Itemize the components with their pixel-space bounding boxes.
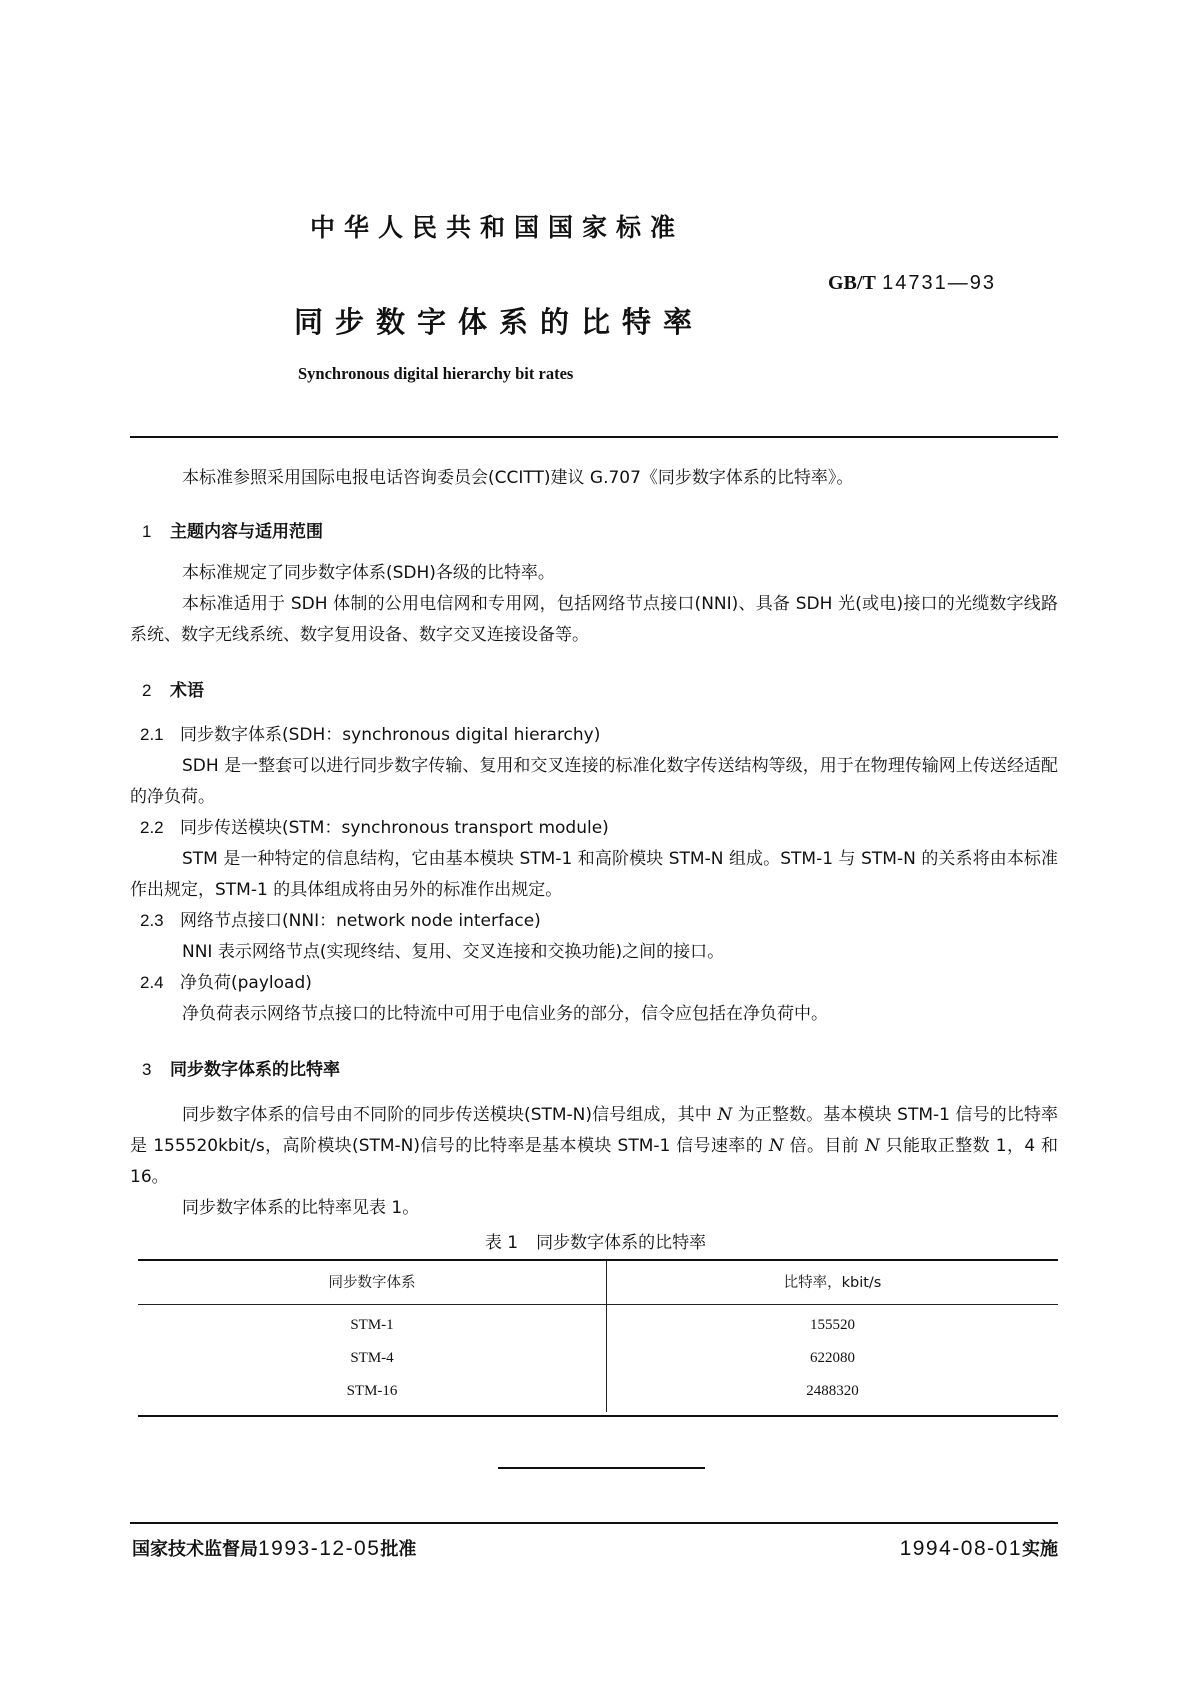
section-3-heading xyxy=(142,1055,340,1080)
table-cell-bitrate: 155520 xyxy=(810,1316,855,1333)
subsection-2-1-text: SDH 是一整套可以进行同步数字传输、复用和交叉连接的标准化数字传送结构等级，用于在物理传输网上传送经适配的净负荷。 xyxy=(130,756,1058,807)
variable-n: N xyxy=(717,1105,733,1125)
table-row xyxy=(138,1304,1058,1340)
issuing-organization: 中华人民共和国国家标准 xyxy=(310,213,685,242)
effective-line xyxy=(900,1535,1058,1561)
section-title: 术语 xyxy=(170,681,204,701)
table-row xyxy=(138,1376,1058,1412)
section-2-heading xyxy=(142,676,204,701)
effective-label: 实施 xyxy=(1022,1539,1058,1560)
subsection-title: 同步传送模块(STM：synchronous transport module) xyxy=(180,818,609,838)
subsection-2-2-heading xyxy=(140,813,609,838)
subsection-number: 2.1 xyxy=(140,725,164,744)
subsection-title: 网络节点接口(NNI：network node interface) xyxy=(180,911,541,931)
document-title-chinese: 同步数字体系的比特率 xyxy=(294,305,705,339)
subsection-2-3-heading xyxy=(140,906,541,931)
subsection-title: 净负荷(payload) xyxy=(180,973,312,993)
footer-divider xyxy=(130,1522,1058,1524)
subsection-2-4-heading xyxy=(140,968,312,993)
subsection-number: 2.2 xyxy=(140,818,164,837)
table-cell-level: STM-16 xyxy=(138,1376,607,1412)
variable-n: N xyxy=(864,1136,880,1156)
standard-code xyxy=(828,270,996,295)
effective-date: 1994-08-01 xyxy=(899,1537,1022,1560)
approval-label: 批准 xyxy=(380,1539,417,1560)
section-3-paragraph-2: 同步数字体系的比特率见表 1。 xyxy=(182,1198,420,1218)
table-number: 表 1 xyxy=(484,1233,519,1253)
table-header-row xyxy=(138,1260,1058,1304)
variable-n: N xyxy=(768,1136,784,1156)
table-caption xyxy=(0,1228,1191,1253)
table-cell-level: STM-1 xyxy=(138,1304,607,1340)
table-cell-level: STM-4 xyxy=(138,1340,607,1376)
column-header-bitrate: 比特率，kbit/s xyxy=(607,1260,1059,1304)
approval-line xyxy=(132,1535,416,1561)
intro-paragraph: 本标准参照采用国际电报电话咨询委员会(CCITT)建议 G.707《同步数字体系的比特率》。 xyxy=(182,468,854,488)
subsection-2-4-text: 净负荷表示网络节点接口的比特流中可用于电信业务的部分，信令应包括在净负荷中。 xyxy=(182,1004,828,1024)
approval-organization: 国家技术监督局 xyxy=(132,1539,258,1560)
text-run: 只能取正整数 1，4 和 16。 xyxy=(130,1136,1059,1187)
subsection-2-2-text: STM 是一种特定的信息结构，它由基本模块 STM-1 和高阶模块 STM-N 组成。STM-1 与 STM-N 的关系将由本标准作出规定，STM-1 的具体组成将由另外的标准作出规定。 xyxy=(130,849,1058,900)
subsection-2-3-text: NNI 表示网络节点(实现终结、复用、交叉连接和交换功能)之间的接口。 xyxy=(182,942,725,962)
table-cell-bitrate: 622080 xyxy=(810,1349,855,1366)
subsection-number: 2.3 xyxy=(140,911,164,930)
table-cell-bitrate: 2488320 xyxy=(806,1382,859,1399)
subsection-title: 同步数字体系(SDH：synchronous digital hierarchy) xyxy=(180,725,601,745)
section-1-paragraph-2: 本标准适用于 SDH 体制的公用电信网和专用网，包括网络节点接口(NNI)、具备 SDH 光(或电)接口的光缆数字线路系统、数字无线系统、数字复用设备、数字交叉连接设备等。 xyxy=(130,594,1058,645)
header-divider xyxy=(130,436,1058,438)
document-title-english: Synchronous digital hierarchy bit rates xyxy=(298,364,574,383)
standard-code-number: 14731—93 xyxy=(882,272,997,294)
section-1-heading xyxy=(142,517,323,542)
table-row xyxy=(138,1340,1058,1376)
section-number: 1 xyxy=(142,522,152,541)
bitrate-table xyxy=(138,1260,1058,1412)
section-number: 3 xyxy=(142,1060,152,1079)
text-run: 为正整数。基本模块 STM-1 信号的比特率是 155520kbit/s，高阶模块(STM-N)信号的比特率是基本模块 STM-1 信号速率的 xyxy=(130,1105,1058,1156)
end-of-text-rule xyxy=(498,1467,705,1469)
standard-code-prefix: GB/T xyxy=(828,272,876,294)
section-1-paragraph-1: 本标准规定了同步数字体系(SDH)各级的比特率。 xyxy=(182,563,555,583)
section-title: 同步数字体系的比特率 xyxy=(170,1060,340,1080)
section-3-paragraph-1 xyxy=(130,1100,1058,1193)
table-title: 同步数字体系的比特率 xyxy=(536,1233,707,1253)
table-bottom-rule xyxy=(138,1415,1058,1417)
text-run: 倍。目前 xyxy=(783,1136,865,1156)
section-number: 2 xyxy=(142,681,152,700)
approval-date: 1993-12-05 xyxy=(258,1537,381,1560)
column-header-hierarchy: 同步数字体系 xyxy=(138,1260,607,1304)
subsection-number: 2.4 xyxy=(140,973,164,992)
subsection-2-1-heading xyxy=(140,720,600,745)
section-title: 主题内容与适用范围 xyxy=(170,522,323,542)
text-run: 同步数字体系的信号由不同阶的同步传送模块(STM-N)信号组成，其中 xyxy=(182,1105,718,1125)
